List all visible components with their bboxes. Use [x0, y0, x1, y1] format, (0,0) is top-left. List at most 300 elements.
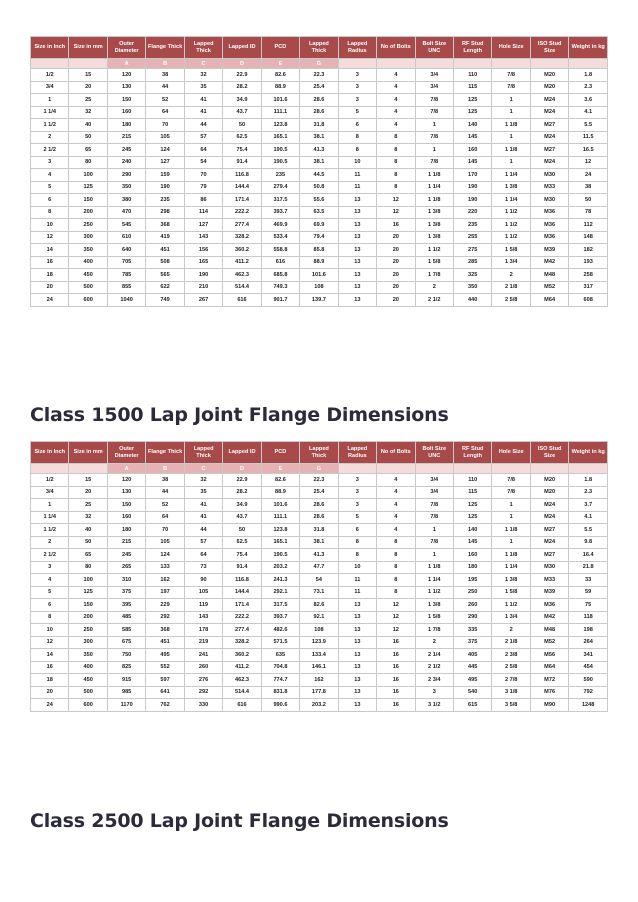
- table-cell: M52: [530, 636, 568, 649]
- table-cell: 831.8: [261, 686, 299, 699]
- table-cell: 10: [31, 624, 69, 637]
- table-cell: 2 1/4: [415, 649, 453, 662]
- table-cell: 13: [338, 281, 376, 294]
- table-cell: 1 1/8: [415, 194, 453, 207]
- table-cell: 8: [338, 131, 376, 144]
- table-cell: M30: [530, 194, 568, 207]
- table-cell: M24: [530, 511, 568, 524]
- table-cell: 317.5: [261, 599, 299, 612]
- table-cell: 44: [146, 486, 184, 499]
- table-cell: 1 1/4: [492, 169, 530, 182]
- table-cell: 38.1: [300, 131, 338, 144]
- table-cell: 3: [338, 499, 376, 512]
- table-row: [31, 611, 608, 624]
- table-cell: 190: [146, 181, 184, 194]
- table-cell: 31.8: [300, 524, 338, 537]
- table-cell: 20: [377, 231, 415, 244]
- table-cell: 1 1/2: [492, 219, 530, 232]
- table-cell: 785: [107, 269, 145, 282]
- table-cell: 88.9: [261, 81, 299, 94]
- table-cell: 43.7: [223, 106, 261, 119]
- table-cell: 20: [377, 269, 415, 282]
- table-cell: 91.4: [223, 561, 261, 574]
- table-cell: 2 1/2: [415, 661, 453, 674]
- table-cell: 1 1/2: [492, 599, 530, 612]
- table-cell: 411.2: [223, 256, 261, 269]
- table-row: [31, 624, 608, 637]
- table-cell: 28.6: [300, 511, 338, 524]
- table-cell: 145: [453, 536, 491, 549]
- table-cell: 111.1: [261, 106, 299, 119]
- table-cell: 615: [453, 699, 491, 712]
- table-cell: 495: [146, 649, 184, 662]
- table-cell: 34.9: [223, 94, 261, 107]
- table-cell: 50.8: [300, 181, 338, 194]
- table-cell: 10: [338, 156, 376, 169]
- flange-table-top: [30, 36, 608, 307]
- table-row: [31, 549, 608, 562]
- table-cell: 1 3/8: [415, 599, 453, 612]
- column-letter: [377, 59, 415, 69]
- table-cell: 70: [146, 119, 184, 132]
- table-cell: 635: [261, 649, 299, 662]
- table-cell: 1 1/8: [415, 561, 453, 574]
- table-cell: 1 1/4: [415, 574, 453, 587]
- table-cell: 462.3: [223, 269, 261, 282]
- column-header: Flange Thick: [146, 37, 184, 59]
- table-cell: 13: [338, 219, 376, 232]
- table-row: [31, 636, 608, 649]
- column-letter: B: [146, 464, 184, 474]
- table-cell: 1248: [569, 699, 608, 712]
- table-cell: 1040: [107, 294, 145, 307]
- table-cell: 1: [492, 156, 530, 169]
- column-header: Size in mm: [69, 37, 107, 59]
- table-cell: 54: [300, 574, 338, 587]
- table-cell: 350: [107, 181, 145, 194]
- table-cell: 16: [377, 686, 415, 699]
- table-cell: 1 1/4: [415, 181, 453, 194]
- table-cell: 5: [338, 106, 376, 119]
- column-letter: A: [107, 59, 145, 69]
- table-cell: 11: [338, 181, 376, 194]
- table-cell: 9.8: [569, 536, 608, 549]
- table-cell: 43.7: [223, 511, 261, 524]
- column-header: Bolt Size UNC: [415, 37, 453, 59]
- table-cell: 165.1: [261, 536, 299, 549]
- table-cell: 156: [184, 244, 222, 257]
- column-header: ISO Stud Size: [530, 37, 568, 59]
- column-header: RF Stud Length: [453, 442, 491, 464]
- table-cell: 22.3: [300, 474, 338, 487]
- table-cell: 41.3: [300, 549, 338, 562]
- table-cell: 235: [453, 219, 491, 232]
- table-cell: 18: [31, 269, 69, 282]
- table-cell: 12: [569, 156, 608, 169]
- table-cell: 21.8: [569, 561, 608, 574]
- column-header: Lapped Thick: [300, 37, 338, 59]
- table-cell: 108: [300, 281, 338, 294]
- table-cell: 380: [107, 194, 145, 207]
- table-cell: 120: [107, 474, 145, 487]
- column-letter: E: [261, 464, 299, 474]
- table-cell: 616: [223, 699, 261, 712]
- table-cell: 255: [453, 231, 491, 244]
- table-cell: 64: [184, 144, 222, 157]
- column-letter: D: [223, 464, 261, 474]
- table-cell: 31.8: [300, 119, 338, 132]
- column-header: Size in Inch: [31, 442, 69, 464]
- table-cell: 203.2: [261, 561, 299, 574]
- table-cell: 235: [261, 169, 299, 182]
- table-cell: 7/8: [415, 536, 453, 549]
- table-cell: M48: [530, 624, 568, 637]
- table-cell: 508: [146, 256, 184, 269]
- table-row: [31, 144, 608, 157]
- table-cell: 4: [377, 106, 415, 119]
- table-cell: 328.2: [223, 231, 261, 244]
- table-cell: 50: [223, 119, 261, 132]
- table-cell: 328.2: [223, 636, 261, 649]
- column-header: Outer Diameter: [107, 37, 145, 59]
- table-cell: 150: [107, 499, 145, 512]
- table-cell: 2 3/4: [415, 674, 453, 687]
- table-cell: 616: [223, 294, 261, 307]
- table-cell: 258: [569, 269, 608, 282]
- table-cell: 125: [69, 586, 107, 599]
- table-cell: 13: [338, 244, 376, 257]
- table-cell: 1: [492, 131, 530, 144]
- table-row: [31, 486, 608, 499]
- table-cell: 22.9: [223, 69, 261, 82]
- table-cell: 400: [69, 661, 107, 674]
- table-cell: 2: [492, 269, 530, 282]
- column-header: Weight in kg: [569, 37, 608, 59]
- table-cell: 40: [69, 524, 107, 537]
- table-cell: 610: [107, 231, 145, 244]
- table-cell: 222.2: [223, 611, 261, 624]
- table-cell: 50: [69, 131, 107, 144]
- table-cell: 62.5: [223, 131, 261, 144]
- table-cell: 222.2: [223, 206, 261, 219]
- table-cell: 14: [31, 244, 69, 257]
- table-cell: 101.6: [300, 269, 338, 282]
- column-letter: [338, 464, 376, 474]
- table-row: [31, 169, 608, 182]
- table-cell: 52: [146, 94, 184, 107]
- table-cell: 1 5/8: [415, 611, 453, 624]
- table-cell: 393.7: [261, 611, 299, 624]
- table-cell: 75.4: [223, 549, 261, 562]
- table-cell: 1: [415, 119, 453, 132]
- table-row: [31, 131, 608, 144]
- table-cell: 2 1/8: [492, 636, 530, 649]
- table-cell: M30: [530, 169, 568, 182]
- table-cell: 25: [69, 94, 107, 107]
- column-letter: [69, 59, 107, 69]
- table-cell: 375: [453, 636, 491, 649]
- table-cell: M36: [530, 219, 568, 232]
- table-cell: 4: [31, 169, 69, 182]
- table-cell: M48: [530, 269, 568, 282]
- table-cell: 55.6: [300, 194, 338, 207]
- table-cell: M20: [530, 69, 568, 82]
- table-cell: 20: [377, 256, 415, 269]
- table-cell: 2: [492, 624, 530, 637]
- table-cell: 419: [146, 231, 184, 244]
- table-cell: 115: [453, 81, 491, 94]
- table-cell: 552: [146, 661, 184, 674]
- table-letter-row: [31, 59, 608, 69]
- table-cell: 1 1/4: [492, 561, 530, 574]
- table-row: [31, 256, 608, 269]
- table-cell: 341: [569, 649, 608, 662]
- table-cell: 300: [69, 636, 107, 649]
- table-cell: 330: [184, 699, 222, 712]
- table-cell: 482.6: [261, 624, 299, 637]
- table-cell: 143: [184, 231, 222, 244]
- column-letter: [377, 464, 415, 474]
- table-cell: 160: [453, 549, 491, 562]
- table-cell: 12: [31, 231, 69, 244]
- table-cell: 640: [107, 244, 145, 257]
- table-cell: 38: [146, 474, 184, 487]
- table-row: [31, 511, 608, 524]
- table-cell: 749.3: [261, 281, 299, 294]
- column-header: Hole Size: [492, 442, 530, 464]
- column-letter: [31, 464, 69, 474]
- table-cell: 368: [146, 624, 184, 637]
- table-cell: 4: [377, 524, 415, 537]
- table-cell: 8: [338, 549, 376, 562]
- table-cell: M36: [530, 206, 568, 219]
- table-cell: 182: [569, 244, 608, 257]
- table-cell: 16: [377, 219, 415, 232]
- table-cell: M27: [530, 524, 568, 537]
- table-cell: 685.8: [261, 269, 299, 282]
- table-cell: 608: [569, 294, 608, 307]
- table-cell: 41: [184, 106, 222, 119]
- table-cell: 11: [338, 586, 376, 599]
- table-cell: 411.2: [223, 661, 261, 674]
- table-cell: 5: [31, 181, 69, 194]
- table-cell: 115: [453, 486, 491, 499]
- table-cell: 1 3/8: [415, 231, 453, 244]
- table-cell: 180: [107, 119, 145, 132]
- table-row: [31, 294, 608, 307]
- table-cell: 298: [146, 206, 184, 219]
- table-cell: 16: [31, 256, 69, 269]
- table-cell: 1 1/8: [492, 119, 530, 132]
- table-cell: 73.1: [300, 586, 338, 599]
- table-cell: 44.5: [300, 169, 338, 182]
- table-cell: 276: [184, 674, 222, 687]
- table-cell: 178: [184, 624, 222, 637]
- table-cell: 558.8: [261, 244, 299, 257]
- column-letter: [569, 59, 608, 69]
- table-row: [31, 599, 608, 612]
- column-letter: [492, 59, 530, 69]
- table-cell: M33: [530, 574, 568, 587]
- table-cell: 13: [338, 231, 376, 244]
- table-cell: 59: [569, 586, 608, 599]
- table-cell: 110: [453, 69, 491, 82]
- table-cell: 901.7: [261, 294, 299, 307]
- column-letter: [338, 59, 376, 69]
- table-cell: 2 3/8: [492, 649, 530, 662]
- table-cell: 12: [377, 624, 415, 637]
- table-cell: 125: [453, 499, 491, 512]
- table-cell: 245: [107, 144, 145, 157]
- table-cell: 88.9: [261, 486, 299, 499]
- table-cell: 41: [184, 499, 222, 512]
- column-letter: [453, 59, 491, 69]
- column-letter: [453, 464, 491, 474]
- table-cell: 75.4: [223, 144, 261, 157]
- table-cell: 165: [184, 256, 222, 269]
- table-cell: 8: [377, 586, 415, 599]
- table-cell: 144.4: [223, 586, 261, 599]
- table-cell: 200: [69, 206, 107, 219]
- table-cell: 749: [146, 294, 184, 307]
- column-header: No of Bolts: [377, 37, 415, 59]
- column-letter: [492, 464, 530, 474]
- table-cell: 7/8: [415, 511, 453, 524]
- table-cell: 100: [69, 169, 107, 182]
- table-cell: 150: [107, 94, 145, 107]
- table-cell: 1: [492, 94, 530, 107]
- table-cell: M24: [530, 536, 568, 549]
- table-cell: 3/4: [415, 69, 453, 82]
- table-cell: 440: [453, 294, 491, 307]
- table-cell: 495: [453, 674, 491, 687]
- table-cell: 616: [261, 256, 299, 269]
- table-cell: 3 5/8: [492, 699, 530, 712]
- table-cell: M20: [530, 81, 568, 94]
- table-cell: 101.6: [261, 499, 299, 512]
- table-cell: 13: [338, 624, 376, 637]
- table-cell: 8: [377, 536, 415, 549]
- table-cell: 597: [146, 674, 184, 687]
- table-cell: 7/8: [415, 94, 453, 107]
- table-cell: 6: [31, 599, 69, 612]
- table-cell: 1.8: [569, 474, 608, 487]
- table-cell: 317: [569, 281, 608, 294]
- table-cell: 20: [377, 294, 415, 307]
- table-cell: 32: [184, 69, 222, 82]
- table-cell: 85.8: [300, 244, 338, 257]
- column-letter: [530, 59, 568, 69]
- table-cell: 250: [69, 624, 107, 637]
- column-letter: G: [300, 59, 338, 69]
- table-cell: 44: [146, 81, 184, 94]
- table-cell: 6: [338, 119, 376, 132]
- table-cell: 5.5: [569, 524, 608, 537]
- table-cell: 279.4: [261, 181, 299, 194]
- table-cell: 3/4: [415, 486, 453, 499]
- table-cell: 50: [569, 194, 608, 207]
- table-row: [31, 586, 608, 599]
- table-cell: 219: [184, 636, 222, 649]
- table-row: [31, 474, 608, 487]
- column-header: Size in mm: [69, 442, 107, 464]
- table-cell: 50: [69, 536, 107, 549]
- table-cell: 114: [184, 206, 222, 219]
- table-cell: 38: [146, 69, 184, 82]
- table-cell: 140: [453, 524, 491, 537]
- column-letter: [569, 464, 608, 474]
- table-cell: 3/4: [415, 81, 453, 94]
- column-header: Outer Diameter: [107, 442, 145, 464]
- table-cell: M24: [530, 106, 568, 119]
- table-cell: 193: [569, 256, 608, 269]
- table-cell: 110: [453, 474, 491, 487]
- table-cell: 133: [146, 561, 184, 574]
- table-cell: 1 1/4: [31, 106, 69, 119]
- table-cell: M27: [530, 119, 568, 132]
- table-cell: 825: [107, 661, 145, 674]
- table-cell: 514.4: [223, 686, 261, 699]
- table-cell: 69.9: [300, 219, 338, 232]
- table-cell: 215: [107, 131, 145, 144]
- table-row: [31, 686, 608, 699]
- table-cell: M20: [530, 474, 568, 487]
- table-cell: 368: [146, 219, 184, 232]
- table-cell: M39: [530, 244, 568, 257]
- table-cell: M56: [530, 649, 568, 662]
- column-letter: E: [261, 59, 299, 69]
- table-cell: 20: [377, 244, 415, 257]
- table-row: [31, 231, 608, 244]
- table-cell: 565: [146, 269, 184, 282]
- table-cell: 20: [377, 281, 415, 294]
- table-cell: 2: [31, 536, 69, 549]
- table-cell: 88.9: [300, 256, 338, 269]
- table-cell: 2 5/8: [492, 661, 530, 674]
- column-letter: [530, 464, 568, 474]
- table-cell: 44: [184, 119, 222, 132]
- table-cell: M24: [530, 94, 568, 107]
- table-cell: 3: [338, 474, 376, 487]
- table-cell: 8: [31, 206, 69, 219]
- table-cell: 105: [146, 536, 184, 549]
- table-cell: 16: [31, 661, 69, 674]
- table-cell: 250: [69, 219, 107, 232]
- table-cell: 35: [184, 486, 222, 499]
- table-cell: 40: [69, 119, 107, 132]
- table-cell: 335: [453, 624, 491, 637]
- column-letter: [415, 464, 453, 474]
- table-cell: 165.1: [261, 131, 299, 144]
- table-cell: 38.1: [300, 156, 338, 169]
- table-cell: 292.1: [261, 586, 299, 599]
- table-cell: 80: [69, 156, 107, 169]
- table-cell: 1 3/4: [492, 256, 530, 269]
- table-cell: 277.4: [223, 624, 261, 637]
- table-cell: 160: [107, 106, 145, 119]
- table-row: [31, 499, 608, 512]
- table-cell: 445: [453, 661, 491, 674]
- table-cell: M39: [530, 586, 568, 599]
- table-cell: 1 1/8: [492, 144, 530, 157]
- table-cell: 750: [107, 649, 145, 662]
- table-cell: 123.8: [261, 119, 299, 132]
- table-cell: 111.1: [261, 511, 299, 524]
- column-letter: [69, 464, 107, 474]
- table-cell: 2 1/2: [31, 144, 69, 157]
- table-cell: 990.6: [261, 699, 299, 712]
- table-row: [31, 206, 608, 219]
